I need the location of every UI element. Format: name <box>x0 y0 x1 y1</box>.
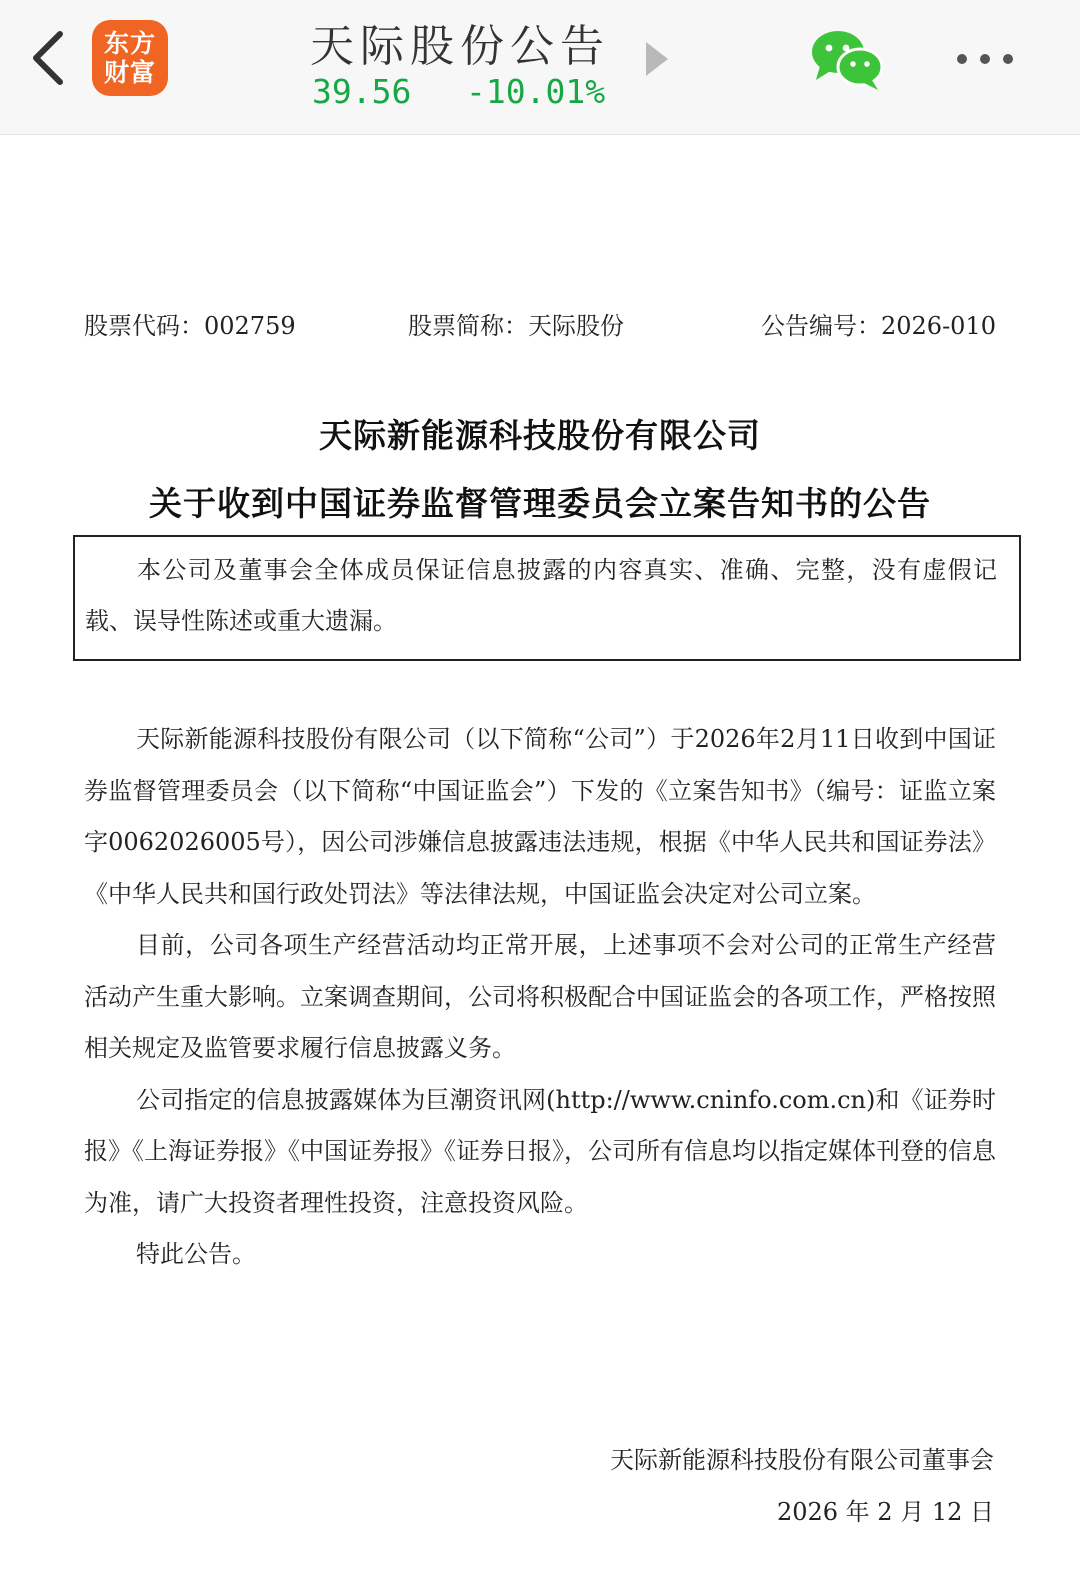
app-logo-line1: 东方 <box>103 29 156 58</box>
body-paragraph: 天际新能源科技股份有限公司（以下简称“公司”）于2026年2月11日收到中国证券监督管理委员会（以下简称“中国证监会”）下发的《立案告知书》（编号：证监立案字0062026005号），因公司涉嫌信息披露违法违规，根据《中华人民共和国证券法》《中华人民共和国行政处罚法》等法律法规，中国证监会决定对公司立案。 <box>84 725 996 908</box>
top-bar <box>0 0 1080 135</box>
wechat-icon <box>808 26 886 92</box>
body-paragraph: 公司指定的信息披露媒体为巨潮资讯网(http://www.cninfo.com.cn)和《证券时报》《上海证券报》《中国证券报》《证券日报》，公司所有信息均以指定媒体刊登的信息为准，请广大投资者理性投资，注意投资风险。 <box>84 1085 996 1217</box>
notice-number-label: 公告编号：2026-010 <box>761 312 996 340</box>
stock-change-percent: -10.01% <box>466 72 606 111</box>
play-button[interactable] <box>644 40 670 78</box>
back-button[interactable] <box>22 22 78 94</box>
play-triangle-icon <box>644 40 670 78</box>
body-paragraph: 目前，公司各项生产经营活动均正常开展，上述事项不会对公司的正常生产经营活动产生重大影响。立案调查期间，公司将积极配合中国证监会的各项工作，严格按照相关规定及监管要求履行信息披露义务。 <box>84 931 996 1062</box>
app-logo-line2: 财富 <box>103 58 156 87</box>
notice-title: 关于收到中国证券监督管理委员会立案告知书的公告 <box>149 484 931 523</box>
announcement-body <box>84 714 996 1281</box>
stock-price: 39.56 <box>312 72 412 111</box>
stock-name-label: 股票简称：天际股份 <box>408 312 624 340</box>
company-title: 天际新能源科技股份有限公司 <box>319 416 761 455</box>
stock-title-block[interactable] <box>290 6 630 126</box>
chevron-left-icon <box>22 22 78 94</box>
disclaimer-text: 本公司及董事会全体成员保证信息披露的内容真实、准确、完整，没有虚假记载、误导性陈述或重大遗漏。 <box>85 556 997 635</box>
app-logo[interactable] <box>92 20 168 96</box>
signature-date: 2026 年 2 月 12 日 <box>776 1498 994 1526</box>
disclaimer-box <box>73 535 1021 661</box>
stock-code-label: 股票代码：002759 <box>84 312 296 340</box>
page-title: 天际股份公告 <box>310 21 610 72</box>
signature-company: 天际新能源科技股份有限公司董事会 <box>610 1446 994 1474</box>
more-options-button[interactable] <box>950 44 1020 74</box>
wechat-share-button[interactable] <box>808 26 886 92</box>
more-dots-icon <box>950 44 1020 74</box>
body-paragraph: 特此公告。 <box>136 1240 256 1268</box>
document-meta-row <box>84 300 996 344</box>
